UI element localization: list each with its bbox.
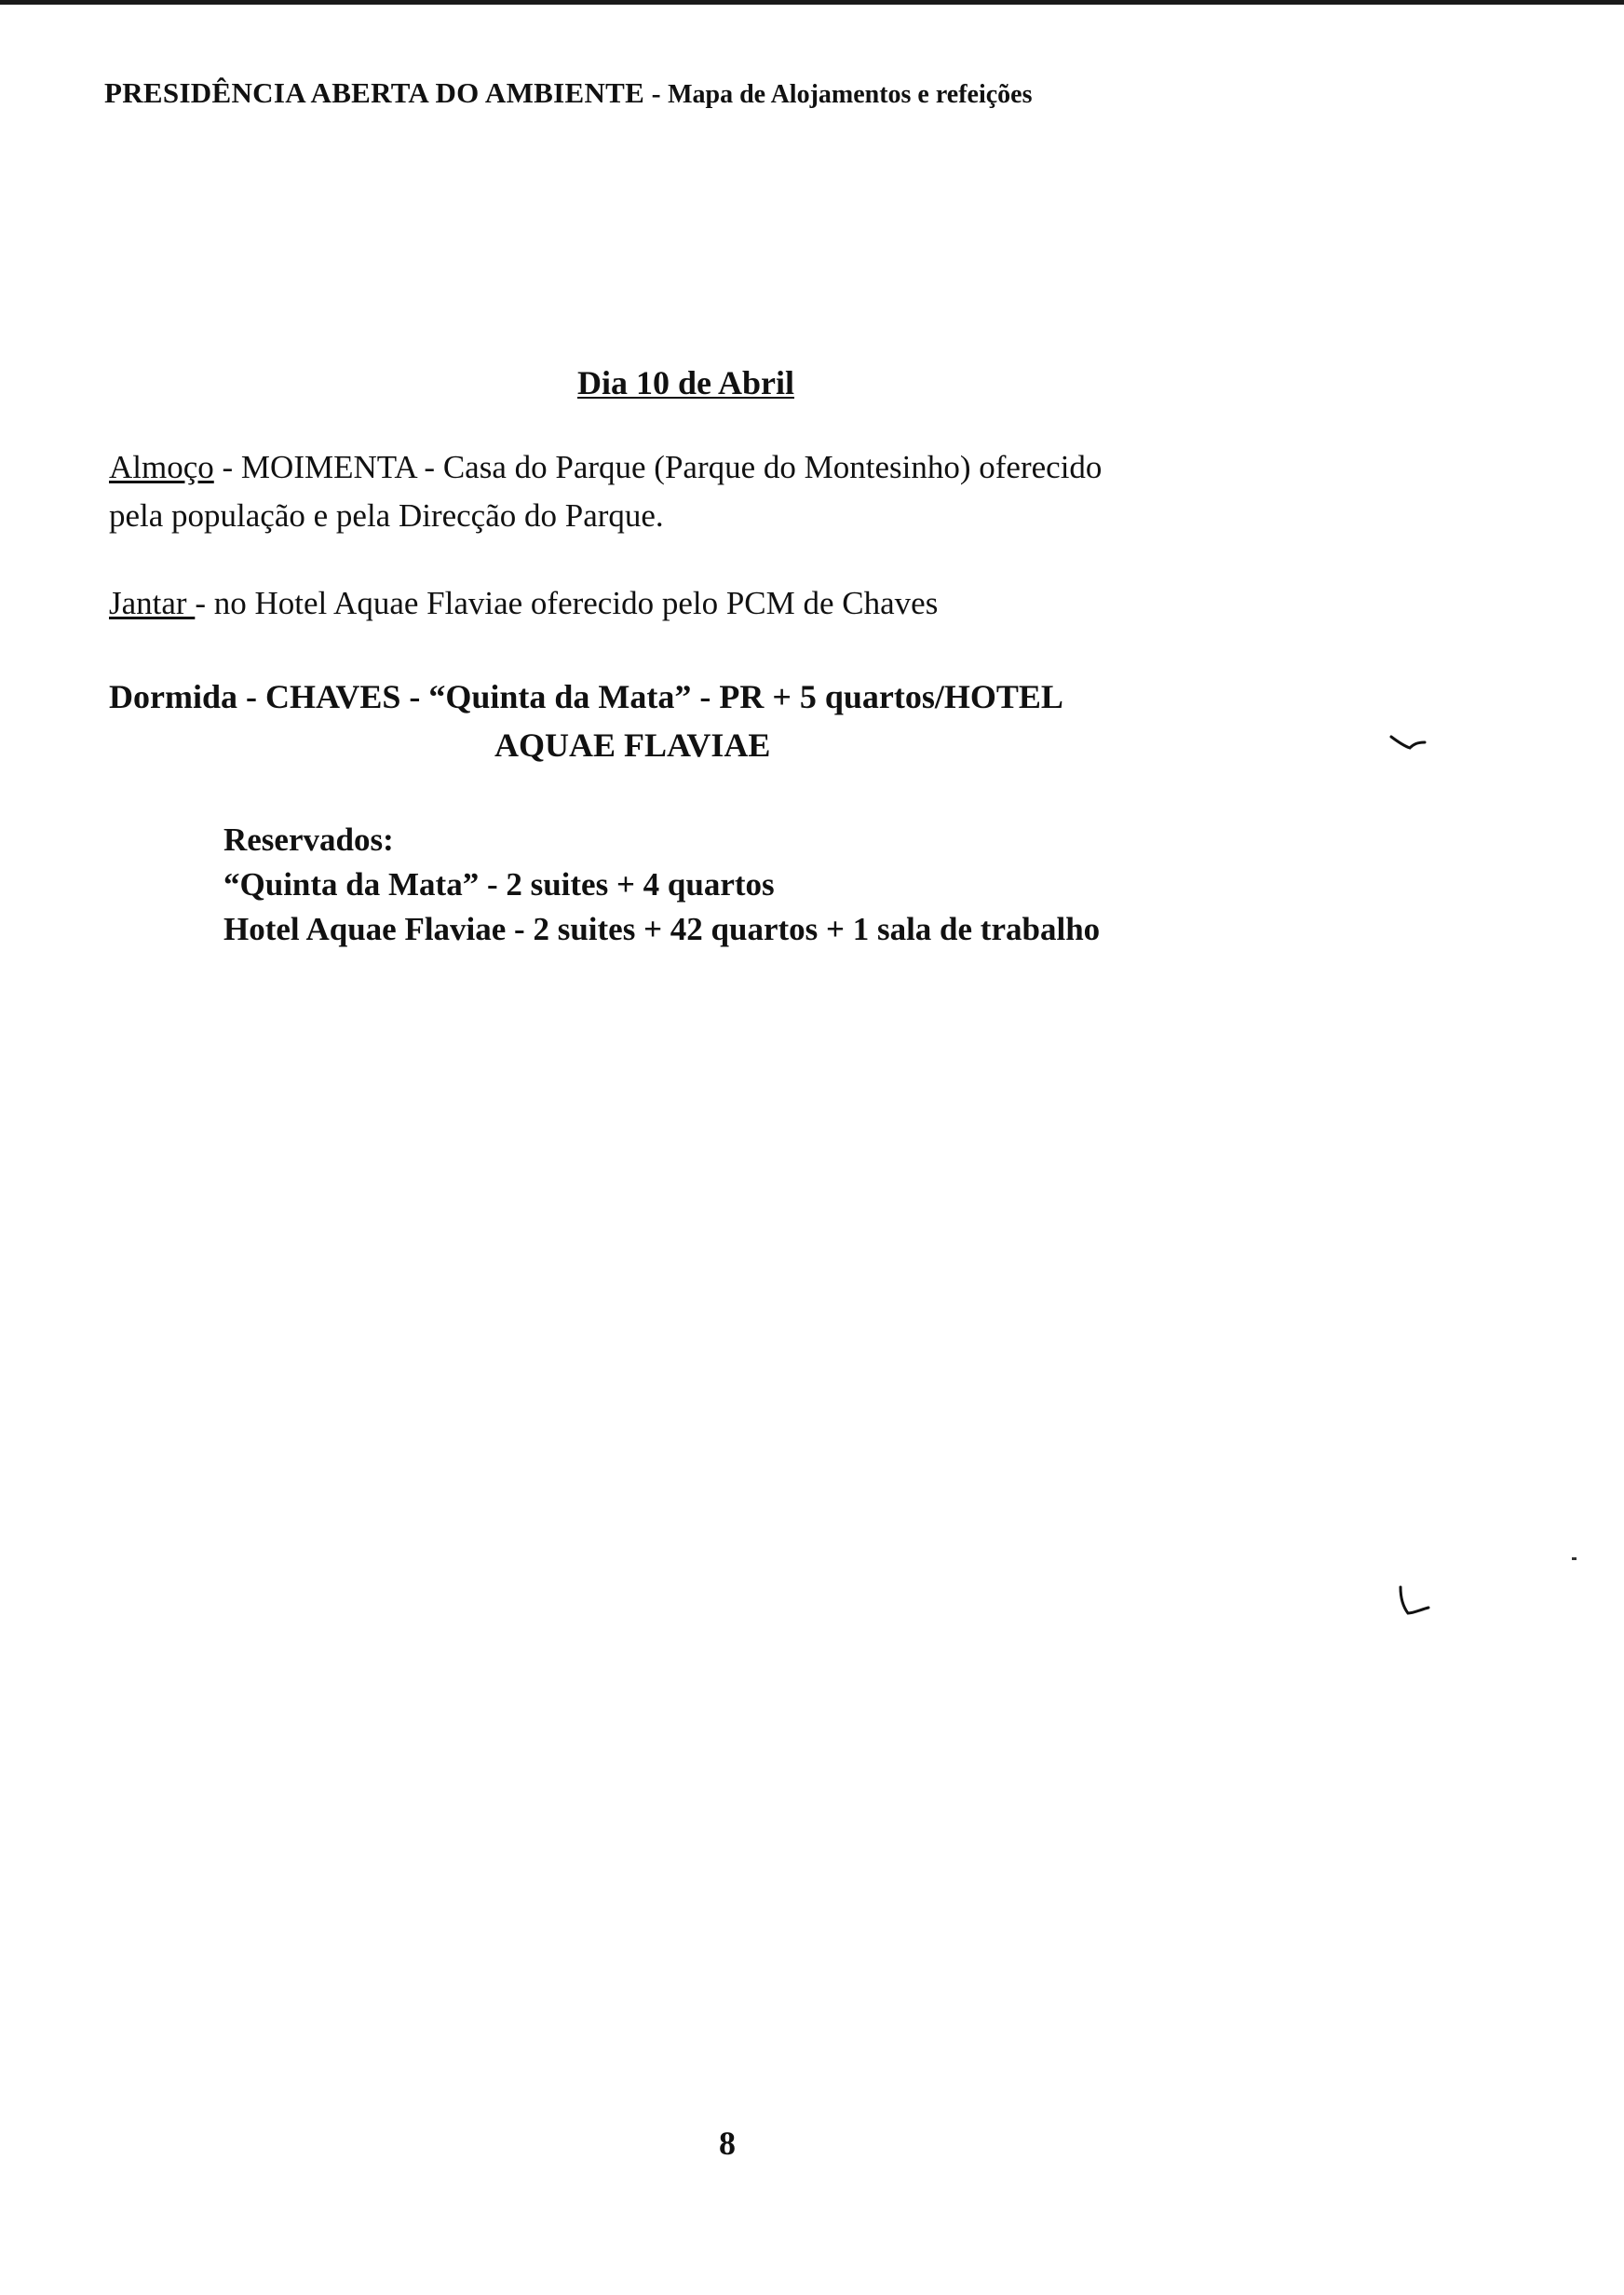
header-title: PRESIDÊNCIA ABERTA DO AMBIENTE <box>104 76 645 109</box>
reservados-item-quinta: “Quinta da Mata” - 2 suites + 4 quartos <box>223 866 775 903</box>
document-header <box>104 76 1033 110</box>
jantar-paragraph <box>109 579 938 628</box>
dormida-line2: AQUAE FLAVIAE <box>494 727 771 764</box>
almoco-paragraph <box>109 443 1102 540</box>
dormida-line1: Dormida - CHAVES - “Quinta da Mata” - PR + 5 quartos/HOTEL <box>109 678 1063 715</box>
dormida-paragraph <box>109 672 1063 769</box>
header-subtitle: Mapa de Alojamentos e refeições <box>668 80 1033 109</box>
page-number: 8 <box>719 2125 736 2162</box>
header-separator: - <box>644 78 669 109</box>
top-rule <box>0 0 1624 5</box>
check-mark-icon <box>1389 731 1427 755</box>
check-mark-icon <box>1395 1585 1434 1623</box>
almoco-text-line1: - MOIMENTA - Casa do Parque (Parque do Montesinho) oferecido <box>213 449 1103 485</box>
day-title: Dia 10 de Abril <box>577 364 795 401</box>
reservados-block <box>223 818 1100 952</box>
reservados-heading: Reservados: <box>223 822 394 858</box>
jantar-text: - no Hotel Aquae Flaviae oferecido pelo PCM de Chaves <box>195 585 939 621</box>
jantar-label: Jantar <box>109 585 196 621</box>
speck-mark <box>1572 1557 1577 1560</box>
reservados-item-hotel: Hotel Aquae Flaviae - 2 suites + 42 quartos + 1 sala de trabalho <box>223 911 1101 947</box>
almoco-text-line2: pela população e pela Direcção do Parque. <box>109 497 664 534</box>
almoco-label: Almoço <box>109 449 214 485</box>
